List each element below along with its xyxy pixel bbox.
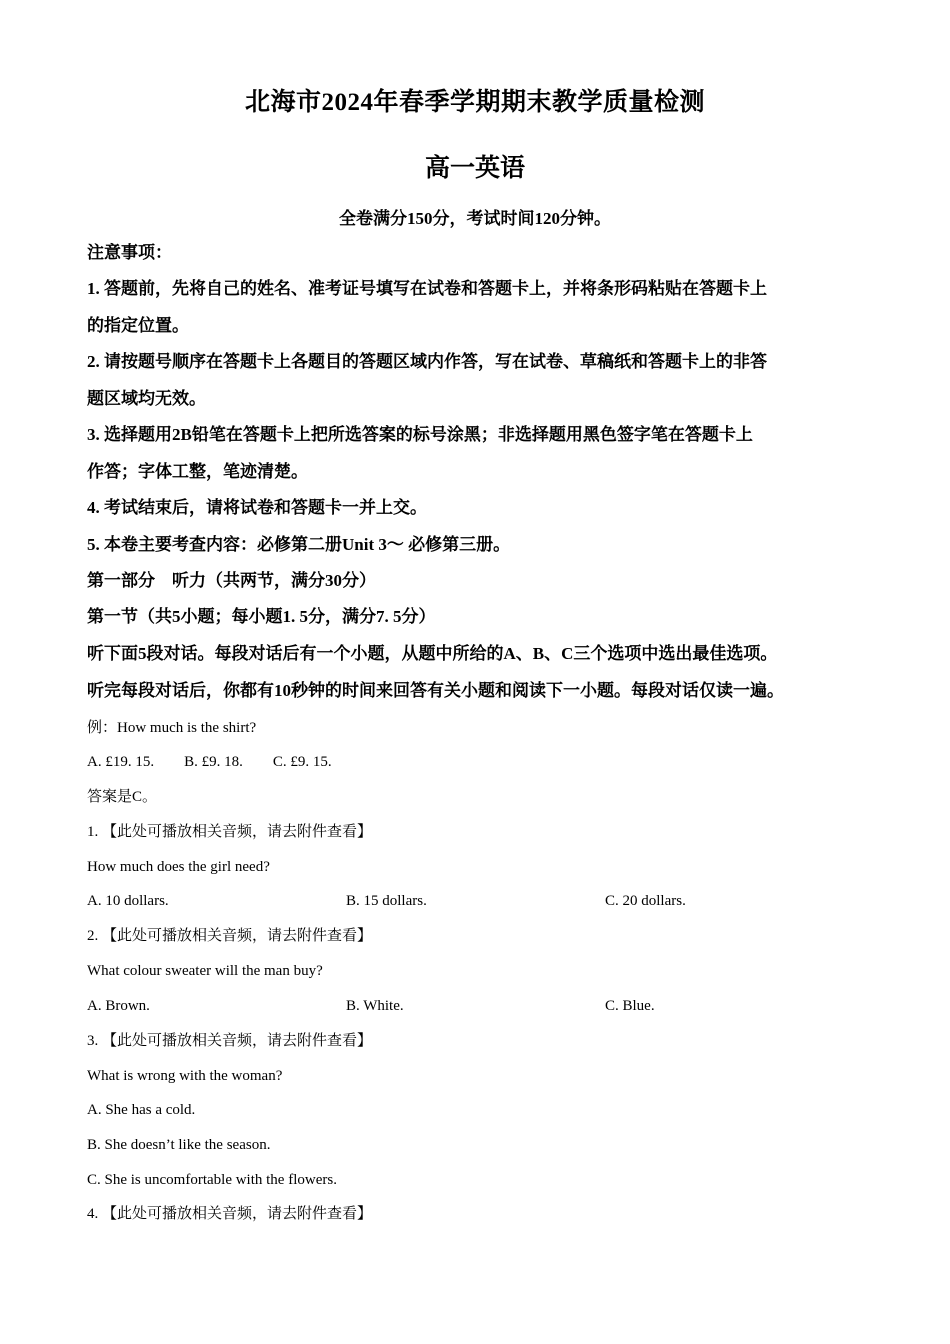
notes-line: 4. 考试结束后，请将试卷和答题卡一并上交。 [87,498,427,517]
option-a: A. 10 dollars. [87,893,169,909]
question-stem: What colour sweater will the man buy? [87,963,323,979]
question-audio-link[interactable]: 1. 【此处可播放相关音频，请去附件查看】 [87,824,373,840]
question-stem: How much does the girl need? [87,859,270,875]
notes-line: 2. 请按题号顺序在答题卡上各题目的答题区域内作答，写在试卷、草稿纸和答题卡上的非答 [87,352,767,371]
question-audio-link[interactable]: 2. 【此处可播放相关音频，请去附件查看】 [87,928,373,944]
option-b: B. 15 dollars. [346,893,427,909]
option-b: B. She doesn’t like the season. [87,1137,271,1153]
notes-heading: 注意事项： [87,243,172,262]
instruction-line: 听完每段对话后，你都有10秒钟的时间来回答有关小题和阅读下一小题。每段对话仅读一遍。 [87,681,784,700]
option-a: A. Brown. [87,998,150,1014]
score-info: 全卷满分150分，考试时间120分钟。 [339,209,611,228]
notes-line: 的指定位置。 [87,316,189,335]
section1-heading: 第一节（共5小题；每小题1. 5分，满分7. 5分） [87,607,436,626]
notes-line: 题区域均无效。 [87,389,206,408]
option-a: A. She has a cold. [87,1102,196,1118]
instruction-line: 听下面5段对话。每段对话后有一个小题，从题中所给的A、B、C三个选项中选出最佳选项。 [87,644,778,663]
notes-line: 5. 本卷主要考查内容：必修第二册Unit 3～ 必修第三册。 [87,535,511,554]
option-c: C. She is uncomfortable with the flowers. [87,1172,337,1188]
notes-line: 1. 答题前，先将自己的姓名、准考证号填写在试卷和答题卡上，并将条形码粘贴在答题卡上 [87,279,767,298]
notes-line: 3. 选择题用2B铅笔在答题卡上把所选答案的标号涂黑；非选择题用黑色签字笔在答题卡上 [87,425,753,444]
option-c: C. 20 dollars. [605,893,686,909]
option-b: B. White. [346,998,404,1014]
notes-line: 作答；字体工整，笔迹清楚。 [87,462,308,481]
example-options: A. £19. 15. B. £9. 18. C. £9. 15. [87,754,332,770]
exam-subject: 高一英语 [424,155,525,182]
question-audio-link[interactable]: 4. 【此处可播放相关音频，请去附件查看】 [87,1206,373,1222]
exam-title: 北海市2024年春季学期期末教学质量检测 [244,89,705,116]
part1-heading: 第一部分 听力（共两节，满分30分） [87,571,376,590]
question-audio-link[interactable]: 3. 【此处可播放相关音频，请去附件查看】 [87,1033,373,1049]
option-c: C. Blue. [605,998,655,1014]
example-answer: 答案是C。 [87,789,158,805]
question-stem: What is wrong with the woman? [87,1068,283,1084]
example-question: 例：How much is the shirt? [87,720,257,736]
